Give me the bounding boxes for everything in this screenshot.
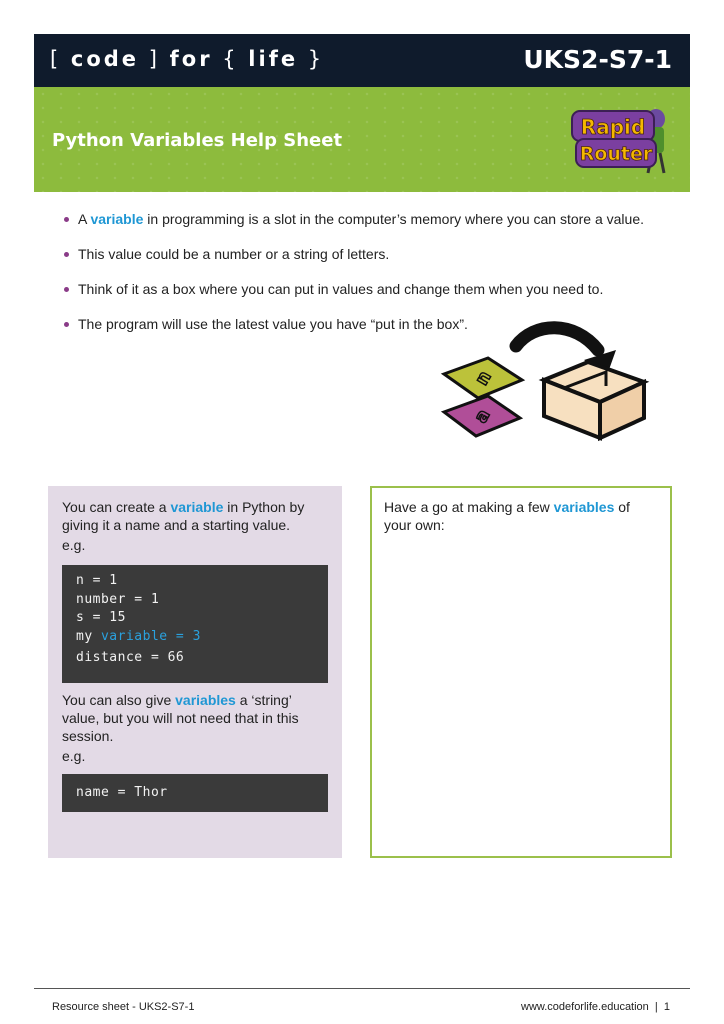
example-intro: [62, 498, 332, 534]
code-for-life-logo: [50, 47, 324, 71]
mascot-leg-right: [660, 153, 664, 173]
code-line: n = 1: [76, 573, 118, 588]
intro-text: in Python by: [223, 499, 305, 515]
intro-text: You can create a: [62, 499, 171, 515]
bullet-item: [58, 245, 678, 264]
page-header: [34, 34, 690, 87]
logo-text-rapid: Rapid: [580, 115, 646, 139]
logo-brace-open: {: [222, 47, 239, 71]
variable-box-illustration: [438, 318, 654, 444]
example-panel: [48, 486, 342, 858]
string-explanation: [62, 691, 332, 745]
keyword-variables: variables: [175, 692, 236, 708]
prompt-text: of: [614, 499, 630, 515]
card-letter-n: n: [471, 367, 496, 390]
bullet-text: Think of it as a box where you can put in values and change them when you need to.: [78, 281, 604, 297]
keyword-variables: variables: [553, 499, 615, 515]
code-line: number = 1: [76, 591, 160, 607]
logo-word-for: for: [169, 47, 213, 71]
arrow-icon: [516, 328, 598, 350]
para-text: session.: [62, 728, 114, 744]
logo-bracket-close: ]: [148, 47, 160, 71]
code-line: distance = 66: [76, 650, 185, 665]
logo-brace-close: }: [307, 47, 325, 71]
para-text: a ‘string’: [235, 692, 292, 708]
code-keyword: variable: [100, 628, 168, 644]
code-text: = 3: [167, 628, 201, 644]
example-label: e.g.: [62, 748, 86, 764]
footer-divider: [34, 988, 690, 989]
code-example-string: [62, 774, 328, 812]
bullet-item: [58, 210, 678, 229]
logo-word-code: code: [70, 47, 140, 71]
page-title: Python Variables Help Sheet: [52, 130, 343, 151]
para-text: value, but you will not need that in this: [62, 710, 299, 726]
practice-prompt: [384, 498, 660, 534]
prompt-text: your own:: [384, 517, 445, 533]
bullet-text: This value could be a number or a string of letters.: [78, 246, 390, 262]
keyword-variable: variable: [90, 211, 144, 227]
code-text: my: [76, 628, 101, 644]
code-line: name = Thor: [76, 785, 168, 800]
logo-text-router: Router: [579, 143, 653, 165]
footer-resource-label: Resource sheet - UKS2-S7-1: [52, 1001, 195, 1013]
code-example-numbers: [62, 565, 328, 683]
rapid-router-logo: [568, 97, 674, 181]
bullet-text: in programming is a slot in the computer’s memory where you can store a value.: [143, 211, 645, 227]
bullet-item: [58, 280, 678, 299]
code-line: [62, 629, 328, 648]
practice-panel[interactable]: [370, 486, 672, 858]
bullet-text: The program will use the latest value you have “put in the box”.: [78, 316, 468, 332]
footer-site-page: www.codeforlife.education | 1: [521, 1001, 670, 1013]
example-label: e.g.: [62, 537, 86, 553]
title-banner: [34, 87, 690, 192]
logo-bracket-open: [: [50, 47, 62, 71]
code-line: s = 15: [76, 610, 126, 625]
keyword-variable: variable: [170, 499, 224, 515]
intro-text: giving it a name and a starting value.: [62, 517, 291, 533]
prompt-text: Have a go at making a few: [384, 499, 554, 515]
card-letter-a: a: [470, 405, 495, 427]
logo-word-life: life: [248, 47, 299, 71]
sheet-code: UKS2-S7-1: [523, 45, 672, 74]
para-text: You can also give: [62, 692, 176, 708]
bullet-text: A: [78, 211, 91, 227]
